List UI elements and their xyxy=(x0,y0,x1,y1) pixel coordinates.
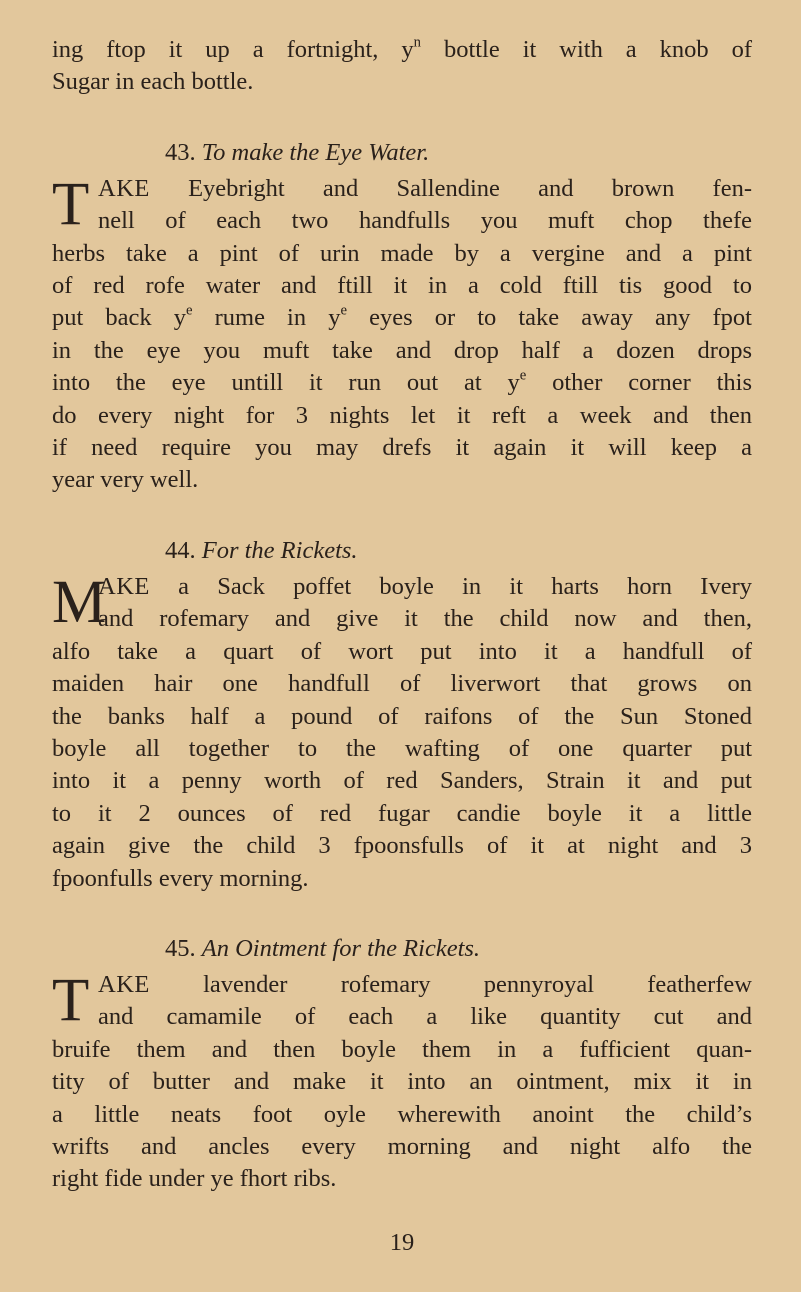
recipe-title: An Ointment for the Rickets. xyxy=(201,934,481,962)
drop-cap: T xyxy=(52,170,90,238)
recipe-number: 45. xyxy=(165,934,196,962)
recipe-number: 44. xyxy=(165,536,196,564)
text-line: a little neats foot oyle wherewith anoint the child’s xyxy=(52,1100,752,1128)
text-line: into the eye untill it run out at $y^e$ other corner this xyxy=(52,367,752,397)
recipe-title: To make the Eye Water. xyxy=(201,138,430,166)
text-line: Sugar in each bottle. xyxy=(52,68,254,96)
recipe-body-45 xyxy=(52,966,752,1196)
text-line: again give the child 3 fpoonsfulls of it at night and 3 xyxy=(52,832,752,860)
text-line: right fide under ye fhort ribs. xyxy=(52,1165,337,1193)
text-line: alfo take a quart of wort put into it a handfull of xyxy=(52,637,752,665)
drop-cap: M xyxy=(52,568,107,636)
text-line: fpoonfulls every morning. xyxy=(52,864,309,892)
text-line: tity of butter and make it into an ointment, mix it in xyxy=(52,1068,752,1096)
intro-paragraph xyxy=(52,34,752,99)
text-line: AKE Eyebright and Sallendine and brown fen- xyxy=(98,174,752,202)
text-line: if need require you may drefs it again it will keep a xyxy=(52,434,752,462)
text-line: ing ftop it up a fortnight, $y^n$ bottle it with a knob of xyxy=(52,34,752,63)
text-line: of red rofe water and ftill it in a cold ftill tis good to xyxy=(52,272,752,300)
text-line: nell of each two handfulls you muft chop thefe xyxy=(98,207,752,235)
text-line: AKE lavender rofemary pennyroyal featherfew xyxy=(98,970,752,998)
text-line: bruife them and then boyle them in a fufficient quan- xyxy=(52,1035,752,1063)
text-line: put back $y^e$ rume in $y^e$ eyes or to take away any fpot xyxy=(52,303,752,332)
text-line: and rofemary and give it the child now and then, xyxy=(98,605,752,633)
text-line: AKE a Sack poffet boyle in it harts horn Ivery xyxy=(98,572,752,600)
recipe-heading-43 xyxy=(52,137,752,169)
book-page xyxy=(52,34,752,1256)
text-line: herbs take a pint of urin made by a vergine and a pint xyxy=(52,239,752,267)
recipe-title: For the Rickets. xyxy=(201,536,358,564)
recipe-body-44 xyxy=(52,568,752,895)
text-line: wrifts and ancles every morning and night alfo the xyxy=(52,1132,752,1160)
text-line: in the eye you muft take and drop half a dozen drops xyxy=(52,336,752,364)
recipe-heading-44 xyxy=(52,535,752,567)
text-line: boyle all together to the wafting of one quarter put xyxy=(52,734,752,762)
text-line: into it a penny worth of red Sanders, Strain it and put xyxy=(52,767,752,795)
text-line: and camamile of each a like quantity cut and xyxy=(98,1003,752,1031)
drop-cap: T xyxy=(52,966,90,1034)
text-line: maiden hair one handfull of liverwort that grows on xyxy=(52,670,752,698)
page-number: 19 xyxy=(389,1229,415,1256)
text-line: year very well. xyxy=(52,466,199,494)
recipe-heading-45 xyxy=(52,933,752,965)
recipe-body-43 xyxy=(52,170,752,497)
text-line: to it 2 ounces of red fugar candie boyle it a little xyxy=(52,799,752,827)
text-line: the banks half a pound of raifons of the Sun Stoned xyxy=(52,702,752,730)
recipe-number: 43. xyxy=(165,138,196,166)
text-line: do every night for 3 nights let it reft a week and then xyxy=(52,401,752,429)
